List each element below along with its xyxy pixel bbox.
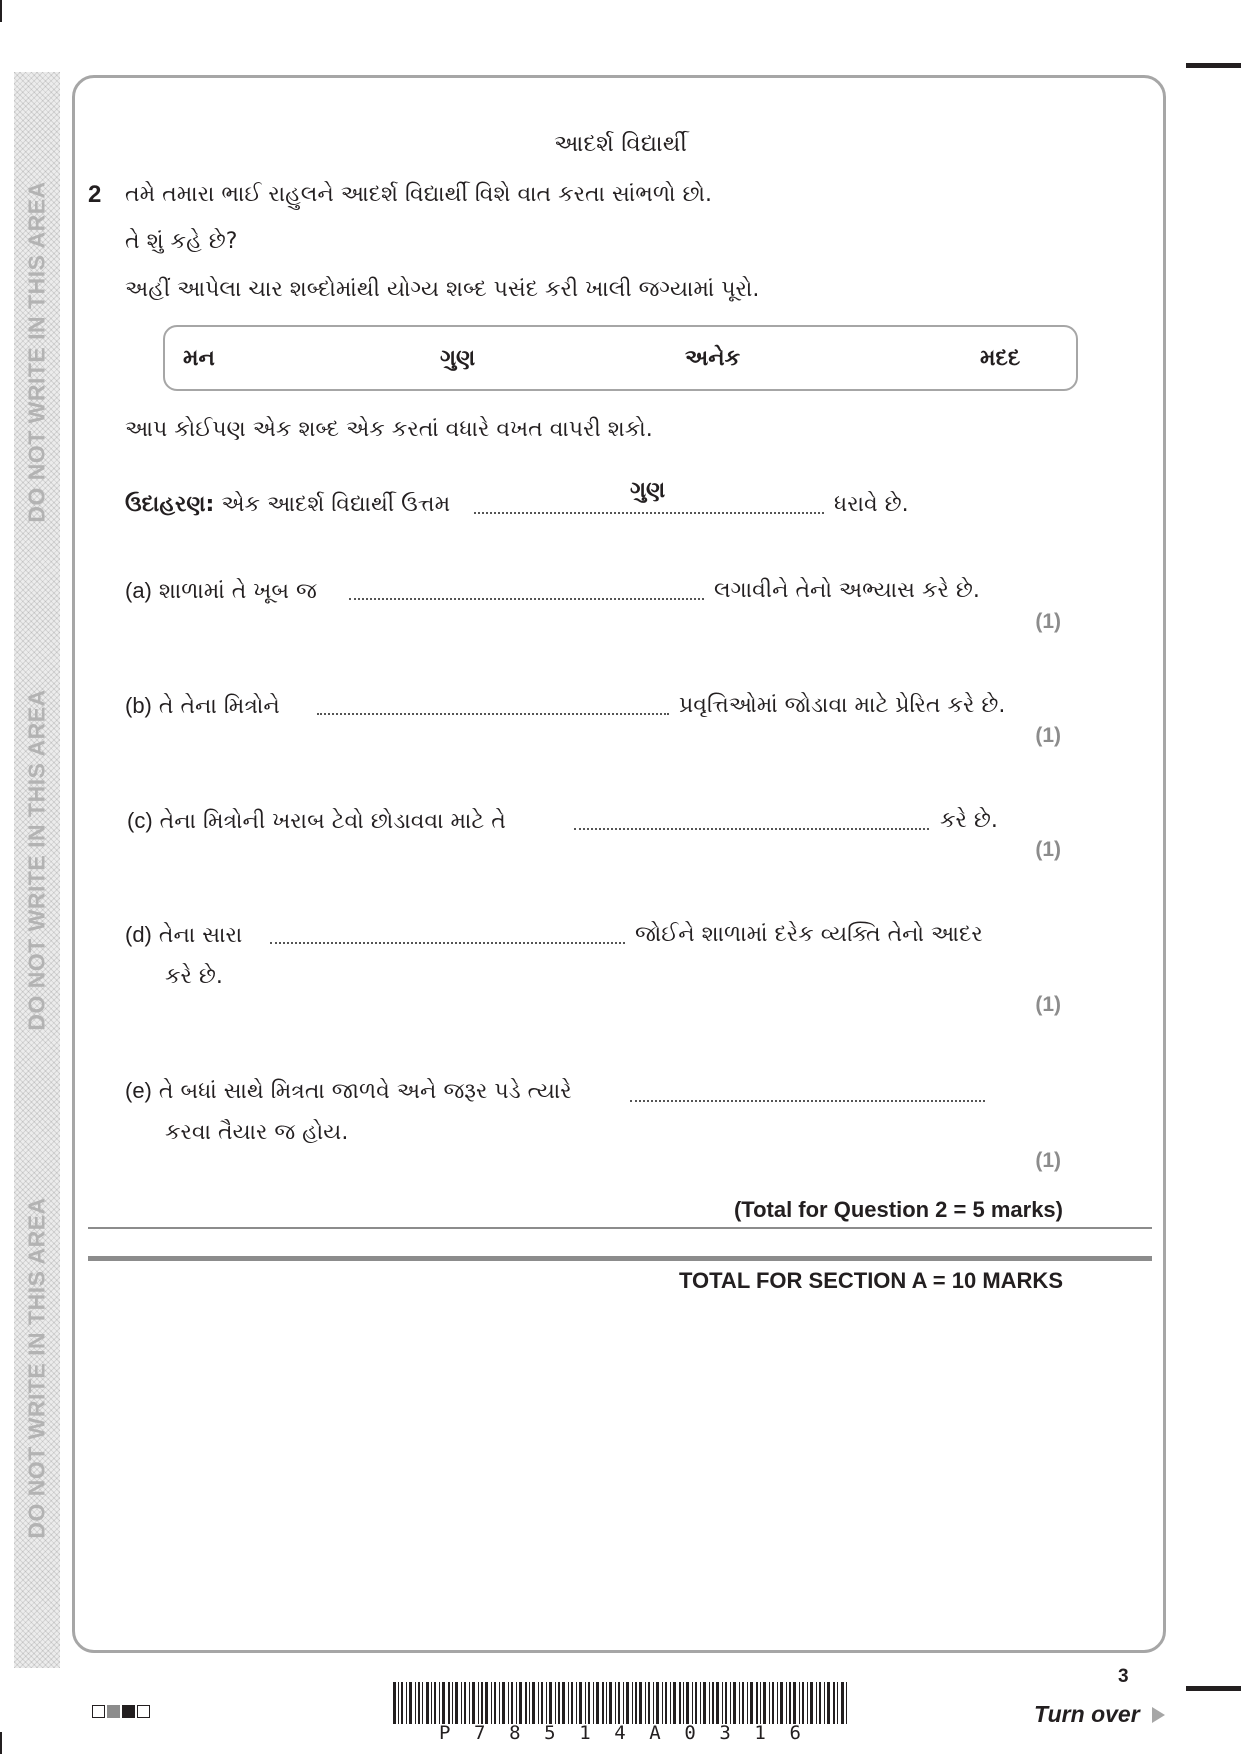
crop-mark — [1186, 1686, 1241, 1691]
turn-over-label: Turn over — [1034, 1701, 1140, 1727]
question-total: (Total for Question 2 = 5 marks) — [733, 1197, 1063, 1222]
word-bank-item: મદદ — [980, 346, 1021, 371]
do-not-write-label: DO NOT WRITE IN THIS AREA — [23, 689, 50, 1031]
square-icon — [92, 1705, 105, 1718]
example-line — [125, 490, 450, 520]
registration-squares — [92, 1705, 150, 1718]
item-a — [125, 576, 317, 607]
answer-blank-b[interactable] — [317, 713, 669, 715]
example-label: ઉદાહરણ: — [125, 492, 215, 517]
word-bank — [163, 325, 1078, 391]
item-label: (c) — [127, 808, 153, 833]
barcode-digit: 7 — [474, 1722, 486, 1744]
question-number: 2 — [88, 181, 102, 208]
item-label: (b) — [125, 693, 152, 718]
word-bank-item: ગુણ — [440, 346, 476, 371]
barcode-digit: 5 — [544, 1722, 556, 1744]
item-d — [125, 920, 242, 951]
answer-area-frame — [72, 75, 1166, 1653]
example-answer: ગુણ — [630, 478, 666, 503]
answer-blank-c[interactable] — [574, 828, 929, 830]
page-number: 3 — [1118, 1666, 1129, 1687]
instruction-note: આપ કોઈપણ એક શબ્દ એક કરતાં વધારે વખત વાપરી શકો. — [125, 417, 653, 442]
page-title: આદર્શ વિદ્યાર્થી — [554, 131, 687, 157]
item-text: શાળામાં તે ખૂબ જ — [158, 579, 317, 604]
mark-value: (1) — [1035, 993, 1061, 1016]
item-label: (a) — [125, 578, 152, 603]
barcode-digit: 6 — [789, 1722, 801, 1744]
item-c — [127, 806, 506, 837]
do-not-write-label: DO NOT WRITE IN THIS AREA — [23, 1197, 50, 1539]
example-text: એક આદર્શ વિદ્યાર્થી ઉત્તમ — [221, 492, 451, 517]
item-b — [125, 691, 280, 722]
divider-thin — [88, 1227, 1152, 1229]
item-text: તે તેના મિત્રોને — [158, 694, 280, 719]
crop-mark — [0, 0, 2, 22]
word-bank-item: મન — [183, 346, 215, 371]
item-text-end: જોઈને શાળામાં દરેક વ્યક્તિ તેનો આદર — [635, 922, 983, 947]
crop-mark — [0, 1732, 2, 1754]
example-blank — [474, 512, 824, 514]
crop-mark — [1186, 63, 1241, 68]
divider-thick — [88, 1256, 1152, 1261]
item-text-end: લગાવીને તેનો અભ્યાસ કરે છે. — [714, 578, 980, 603]
square-icon — [107, 1705, 120, 1718]
arrow-right-icon — [1152, 1707, 1165, 1723]
barcode-digit: 4 — [614, 1722, 626, 1744]
item-label: (d) — [125, 922, 152, 947]
barcode-number — [393, 1722, 847, 1744]
item-label: (e) — [125, 1078, 152, 1103]
question-line-2: તે શું કહે છે? — [125, 229, 238, 254]
barcode-icon — [393, 1682, 847, 1724]
square-icon — [122, 1705, 135, 1718]
mark-value: (1) — [1035, 610, 1061, 633]
section-total: TOTAL FOR SECTION A = 10 MARKS — [678, 1268, 1063, 1293]
barcode-digit: P — [439, 1722, 451, 1744]
item-e — [125, 1076, 572, 1107]
barcode-digit: 0 — [684, 1722, 696, 1744]
do-not-write-label: DO NOT WRITE IN THIS AREA — [23, 181, 50, 523]
item-text-end: પ્રવૃત્તિઓમાં જોડાવા માટે પ્રેરિત કરે છે. — [679, 693, 1006, 718]
example-text-end: ધરાવે છે. — [834, 492, 909, 517]
answer-blank-a[interactable] — [349, 598, 704, 600]
barcode-digit: 3 — [719, 1722, 731, 1744]
barcode-digit: 1 — [754, 1722, 766, 1744]
mark-value: (1) — [1035, 838, 1061, 861]
mark-value: (1) — [1035, 724, 1061, 747]
item-text-end: કરે છે. — [940, 808, 998, 833]
question-line-3: અહીં આપેલા ચાર શબ્દોમાંથી યોગ્ય શબ્દ પસંદ કરી ખાલી જગ્યામાં પૂરો. — [125, 277, 760, 302]
item-text-continued: કરવા તૈયાર જ હોય. — [165, 1120, 349, 1145]
item-text: તેના સારા — [158, 923, 243, 948]
mark-value: (1) — [1035, 1149, 1061, 1172]
square-icon — [137, 1705, 150, 1718]
barcode-digit: 8 — [509, 1722, 521, 1744]
word-bank-item: અનેક — [685, 346, 741, 371]
barcode-digit: 1 — [579, 1722, 591, 1744]
barcode-digit: A — [649, 1722, 661, 1744]
item-text: તેના મિત્રોની ખરાબ ટેવો છોડાવવા માટે તે — [159, 809, 506, 834]
answer-blank-e[interactable] — [630, 1100, 985, 1102]
answer-blank-d[interactable] — [270, 942, 625, 944]
item-text: તે બધાં સાથે મિત્રતા જાળવે અને જરૂર પડે ત્યારે — [158, 1079, 572, 1104]
question-line-1: તમે તમારા ભાઈ રાહુલને આદર્શ વિદ્યાર્થી વિશે વાત કરતા સાંભળો છો. — [125, 182, 712, 207]
item-text-continued: કરે છે. — [165, 964, 223, 989]
